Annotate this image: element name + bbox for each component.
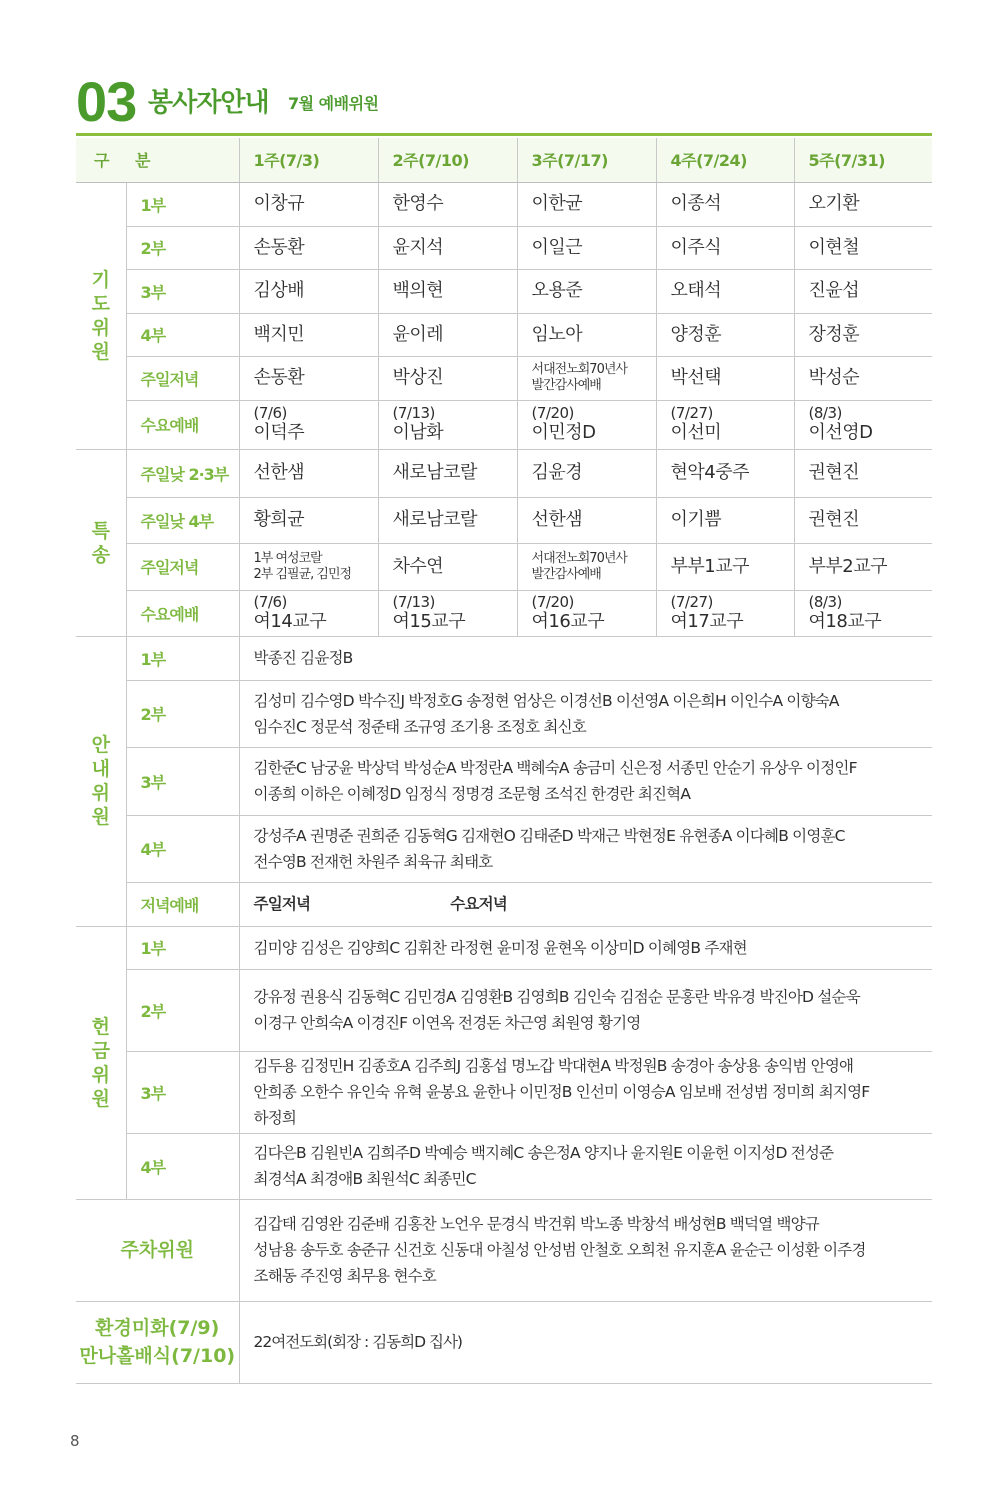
special-song-cell: 새로남코랄 [378,497,517,543]
header-week-3: 3주(7/17) [517,138,656,182]
prayer-row [76,313,932,356]
cell-name: 이선영D [808,422,873,443]
prayer-cell: 이현철 [794,226,932,269]
guide-row [76,747,932,815]
prayer-cell: 백의현 [378,269,517,313]
prayer-row-label: 수요예배 [126,400,239,449]
special-song-row-label: 주일저녁 [126,543,239,590]
prayer-row [76,356,932,400]
prayer-cell: 김상배 [239,269,378,313]
guide-names: 김성미 김수영D 박수진J 박정호G 송정현 엄상은 이경선B 이선영A 이은희H 이인수A 이향숙A 임수진C 정문석 정준태 조규영 조기용 조정호 최신호 [239,680,932,747]
special-song-cell: 부부1교구 [656,543,794,590]
parking-row [76,1199,932,1301]
prayer-row [76,226,932,269]
prayer-cell: 윤지석 [378,226,517,269]
prayer-cell: 박선택 [656,356,794,400]
offering-row [76,969,932,1051]
section-subtitle: 7월 예배위원 [288,94,379,113]
offering-row [76,1051,932,1133]
special-song-row [76,449,932,497]
guide-row-label: 3부 [126,747,239,815]
prayer-cell [794,400,932,449]
table-header-row [76,138,932,182]
guide-names: 강성주A 권명준 권희준 김동혁G 김재현O 김태준D 박재근 박현정E 유현종A 이다혜B 이영훈C 전수영B 전재헌 차원주 최육규 최태호 [239,815,932,882]
section-number: 03 [76,70,137,133]
special-song-cell: 현악4중주 [656,449,794,497]
prayer-cell [239,400,378,449]
guide-row-label: 저녁예배 [126,882,239,926]
cell-date: (7/13) [392,592,435,611]
prayer-cell: 양정훈 [656,313,794,356]
wednesday-evening-label: 수요저녁 [450,895,507,913]
cell-name: 이남화 [392,422,444,443]
special-song-cell: 김윤경 [517,449,656,497]
offering-row-label: 3부 [126,1051,239,1133]
prayer-row-label: 3부 [126,269,239,313]
prayer-cell [378,400,517,449]
prayer-cell: 손동환 [239,356,378,400]
guide-names: 김한준C 남궁윤 박상덕 박성순A 박정란A 백혜숙A 송금미 신은정 서종민 안순기 유상우 이정인F 이종희 이하은 이혜정D 임정식 정명경 조문형 조석진 한경란 최진혁A [239,747,932,815]
guide-row-label: 2부 [126,680,239,747]
cell-name: 이덕주 [253,422,305,443]
cell-date: (7/27) [670,404,713,422]
prayer-cell: 박성순 [794,356,932,400]
offering-names: 김두용 김정민H 김종호A 김주희J 김홍섭 명노갑 박대현A 박정원B 송경아 송상용 송익범 안영애 안희종 오한수 유인숙 유혁 윤봉요 윤한나 이민정B 인선미 이영승A 임보배 전성범 정미희 최지영F 하정희 [239,1051,932,1133]
special-song-row-label: 수요예배 [126,590,239,636]
special-song-row-label: 주일낮 4부 [126,497,239,543]
prayer-cell [656,400,794,449]
guide-evening [239,882,932,926]
prayer-row-label: 2부 [126,226,239,269]
prayer-row [76,400,932,449]
offering-category: 헌 금 위 원 [76,926,126,1199]
special-song-cell: 부부2교구 [794,543,932,590]
environment-label: 환경미화(7/9) 만나홀배식(7/10) [76,1301,239,1383]
prayer-cell: 백지민 [239,313,378,356]
prayer-row-label: 주일저녁 [126,356,239,400]
special-song-cell [517,590,656,636]
special-song-cell [656,590,794,636]
prayer-cell: 윤이레 [378,313,517,356]
offering-row [76,926,932,969]
cell-name: 여15교구 [392,610,466,632]
prayer-cell [517,400,656,449]
prayer-cell: 박상진 [378,356,517,400]
prayer-row-label: 4부 [126,313,239,356]
guide-row-label: 4부 [126,815,239,882]
volunteer-table [76,138,932,1384]
special-song-row [76,543,932,590]
prayer-category: 기 도 위 원 [76,182,126,449]
prayer-row [76,182,932,226]
special-song-cell: 1부 여성코랄 2부 김필균, 김민정 [239,543,378,590]
environment-text: 22여전도회(회장 : 김동희D 집사) [239,1301,932,1383]
guide-row-label: 1부 [126,636,239,680]
section-header [76,72,932,136]
cell-date: (7/6) [253,404,287,422]
prayer-cell: 서대전노회70년사 발간감사예배 [517,356,656,400]
cell-name: 이선미 [670,422,722,443]
guide-row [76,882,932,926]
section-title: 봉사자안내 [148,88,269,118]
prayer-cell: 이창규 [239,182,378,226]
cell-name: 이민정D [531,422,596,443]
offering-names: 강유정 권용식 김동혁C 김민경A 김영환B 김영희B 김인숙 김점순 문홍란 박유경 박진아D 설순욱 이경구 안희숙A 이경진F 이연옥 전경돈 차근영 최원영 황기영 [239,969,932,1051]
prayer-cell: 이종석 [656,182,794,226]
prayer-cell: 이주식 [656,226,794,269]
cell-name: 여18교구 [808,610,882,632]
page-number: 8 [70,1432,80,1450]
cell-name: 여17교구 [670,610,744,632]
header-week-1: 1주(7/3) [239,138,378,182]
cell-date: (7/20) [531,592,574,611]
cell-date: (7/6) [253,592,287,611]
header-week-2: 2주(7/10) [378,138,517,182]
special-song-cell: 선한샘 [517,497,656,543]
environment-row [76,1301,932,1383]
prayer-cell: 진윤섭 [794,269,932,313]
offering-row-label: 2부 [126,969,239,1051]
special-song-cell [378,590,517,636]
prayer-row [76,269,932,313]
special-song-cell: 선한샘 [239,449,378,497]
special-song-cell: 권현진 [794,449,932,497]
guide-names: 박종진 김윤정B [239,636,932,680]
guide-row [76,815,932,882]
prayer-cell: 오용준 [517,269,656,313]
special-song-cell: 새로남코랄 [378,449,517,497]
prayer-cell: 오기환 [794,182,932,226]
special-song-cell: 서대전노회70년사 발간감사예배 [517,543,656,590]
prayer-cell: 오태석 [656,269,794,313]
prayer-cell: 이한균 [517,182,656,226]
special-song-row [76,497,932,543]
special-song-cell: 황희균 [239,497,378,543]
cell-date: (8/3) [808,592,842,611]
header-week-5: 5주(7/31) [794,138,932,182]
header-gubun: 구 분 [76,138,239,182]
offering-row-label: 1부 [126,926,239,969]
guide-row [76,680,932,747]
offering-row [76,1133,932,1199]
offering-names: 김미양 김성은 김양희C 김휘찬 라정현 윤미정 윤현옥 이상미D 이혜영B 주재현 [239,926,932,969]
cell-date: (7/27) [670,592,713,611]
special-song-cell: 권현진 [794,497,932,543]
special-song-row [76,590,932,636]
prayer-cell: 임노아 [517,313,656,356]
special-song-cell: 이기쁨 [656,497,794,543]
cell-name: 여16교구 [531,610,605,632]
offering-names: 김다은B 김원빈A 김희주D 박예승 백지혜C 송은정A 양지나 윤지원E 이윤헌 이지성D 전성준 최경석A 최경애B 최원석C 최종민C [239,1133,932,1199]
special-song-cell [794,590,932,636]
header-week-4: 4주(7/24) [656,138,794,182]
prayer-cell: 이일근 [517,226,656,269]
parking-names: 김갑태 김영완 김준배 김홍찬 노언우 문경식 박건휘 박노종 박창석 배성현B 백덕열 백양규 성남용 송두호 송준규 신건호 신동대 아칠성 안성범 안철호 오희천 유지훈A 윤순근 이성환 이주경 조해동 주진영 최무용 현수호 [239,1199,932,1301]
special-song-row-label: 주일낮 2·3부 [126,449,239,497]
cell-date: (8/3) [808,404,842,422]
special-song-cell [239,590,378,636]
cell-date: (7/20) [531,404,574,422]
cell-name: 여14교구 [253,610,327,632]
sunday-evening-label: 주일저녁 [253,895,311,913]
prayer-cell: 손동환 [239,226,378,269]
guide-category: 안 내 위 원 [76,636,126,926]
offering-row-label: 4부 [126,1133,239,1199]
special-song-category: 특 송 [76,449,126,636]
prayer-cell: 장정훈 [794,313,932,356]
guide-row [76,636,932,680]
special-song-cell: 차수연 [378,543,517,590]
prayer-row-label: 1부 [126,182,239,226]
cell-date: (7/13) [392,404,435,422]
prayer-cell: 한영수 [378,182,517,226]
parking-label: 주차위원 [76,1199,239,1301]
